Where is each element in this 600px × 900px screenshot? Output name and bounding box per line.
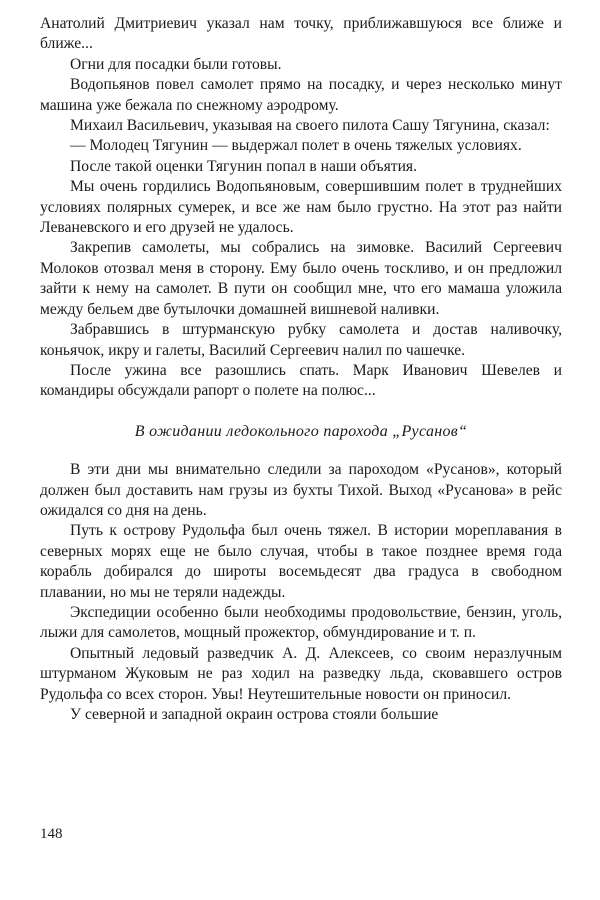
paragraph: В эти дни мы внимательно следили за пароходом «Русанов», который должен был доставить нам грузы из бухты Тихой. Выход «Русанова» в рейс ожидался со дня на день. — [40, 461, 562, 519]
paragraph: Экспедиции особенно были необходимы продовольствие, бензин, уголь, лыжи для самолетов, мощный прожектор, обмундирование и т. п. — [40, 603, 562, 642]
paragraph: У северной и западной окраин острова стояли большие — [70, 706, 439, 723]
paragraph: После такой оценки Тягунин попал в наши объятия. — [70, 157, 417, 175]
paragraph: Мы очень гордились Водопьяновым, совершившим полет в труднейших условиях полярных сумерек, и все же нам было грустно. На этот раз найти Леваневского и его друзей не удалось. — [40, 178, 562, 237]
paragraph: Водопьянов повел самолет прямо на посадку, и через несколько минут машина уже бежала по снежному аэродрому. — [40, 76, 562, 114]
paragraph: Забравшись в штурманскую рубку самолета и достав наливочку, коньячок, икру и галеты, Василий Сергеевич налил по чашечке. — [40, 321, 562, 359]
paragraph: После ужина все разошлись спать. Марк Иванович Шевелев и командиры обсуждали рапорт о полете на полюс... — [40, 361, 562, 400]
paragraph: Анатолий Дмитриевич указал нам точку, приближавшуюся все ближе и ближе... — [40, 15, 562, 53]
paragraph: Закрепив самолеты, мы собрались на зимовке. Василий Сергеевич Молоков отозвал меня в сторону. Ему было очень тоскливо, и он предложил зайти к нему на самолет. В пути он сообщил мне, что его мамаша уложила между бельем две бутылочки домашней вишневой наливки. — [40, 239, 562, 318]
paragraph: Опытный ледовый разведчик А. Д. Алексеев, со своим неразлучным штурманом Жуковым не раз ходил на разведку льда, сковавшего остров Рудольфа со всех сторон. Увы! Неутешительные новости он приносил. — [40, 644, 562, 703]
paragraph: — Молодец Тягунин — выдержал полет в очень тяжелых условиях. — [70, 137, 522, 155]
page-number: 148 — [40, 826, 63, 842]
paragraph: Михаил Васильевич, указывая на своего пилота Сашу Тягунина, сказал: — [70, 117, 550, 135]
paragraph: Путь к острову Рудольфа был очень тяжел. В истории мореплавания в северных морях еще не было случая, чтобы в такое позднее время года корабль добирался до широты восемьдесят два градуса в свободном плавании, но мы не теряли надежды. — [40, 522, 562, 601]
paragraph: Огни для посадки были готовы. — [70, 55, 282, 73]
section-heading: В ожидании ледокольного парохода „Русанов“ — [134, 422, 468, 440]
book-page — [40, 14, 562, 725]
